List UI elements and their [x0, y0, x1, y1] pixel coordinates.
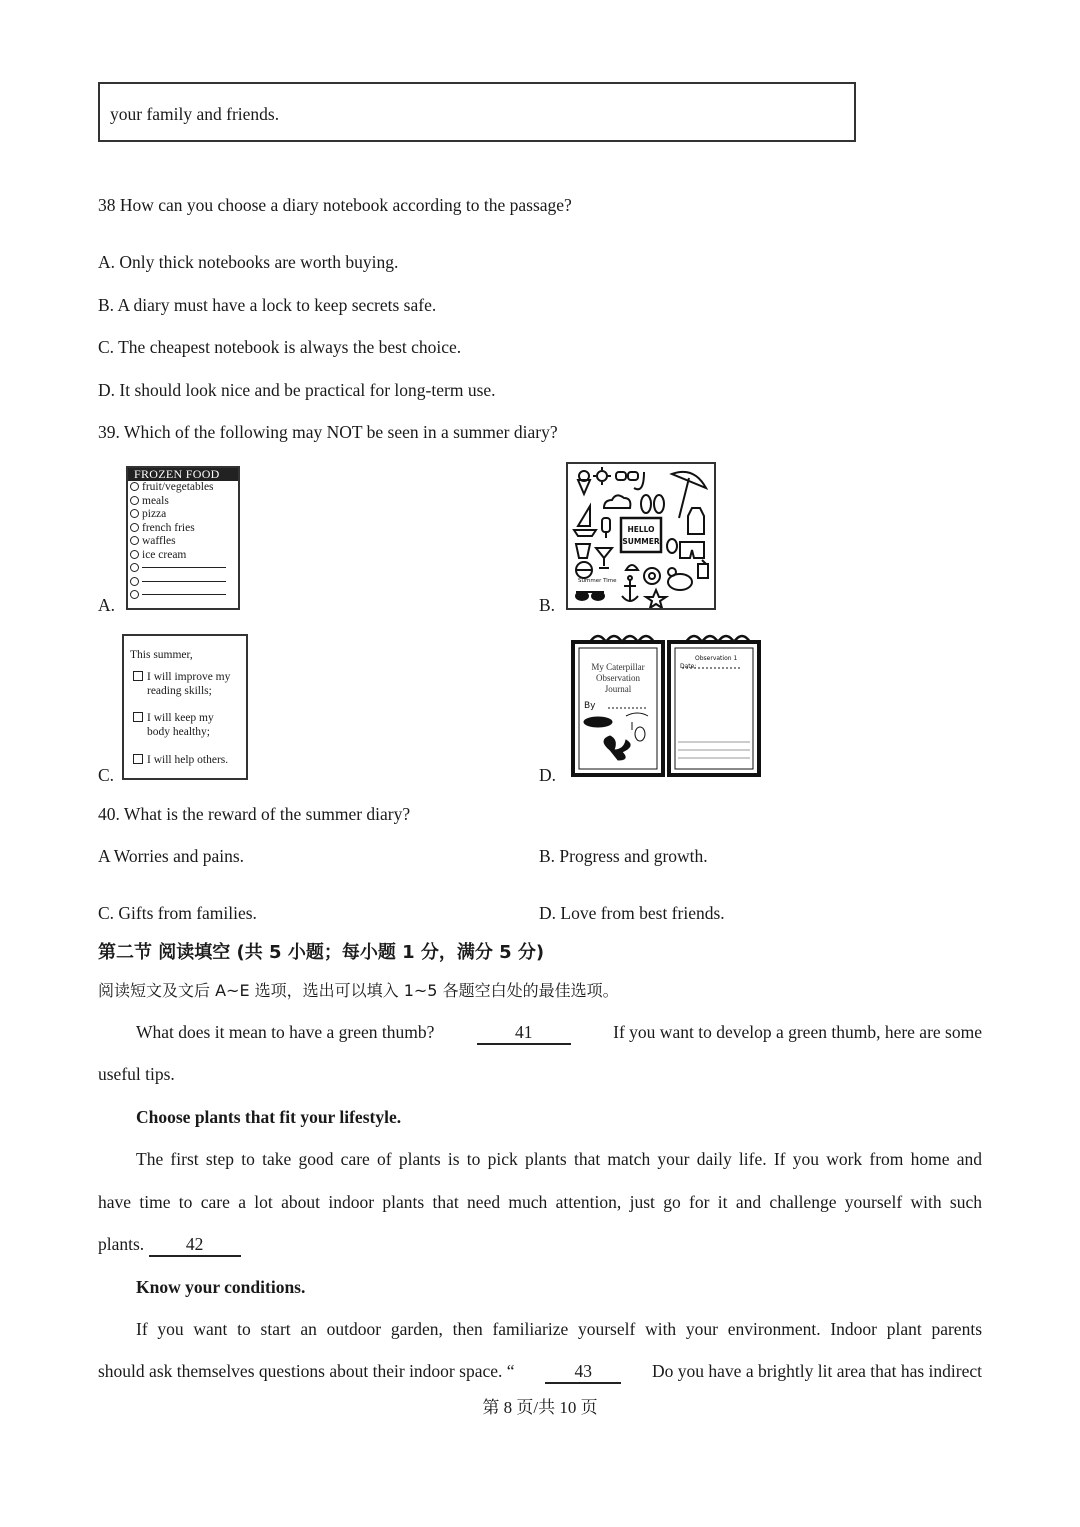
- q39-label-b: B.: [539, 595, 556, 615]
- observation-label: Observation 1: [695, 655, 738, 662]
- passage-text: plants.: [98, 1234, 145, 1254]
- summer-text: SUMMER: [622, 537, 660, 546]
- hello-text: HELLO: [627, 525, 655, 534]
- journal-pages-icon: [570, 632, 762, 778]
- frozen-food-list-image: [126, 466, 240, 610]
- passage-line: [98, 1233, 241, 1257]
- passage-line: [136, 1021, 982, 1045]
- q38-question: 38 How can you choose a diary notebook according to the passage?: [98, 195, 572, 215]
- goal-item: I will help others.: [133, 753, 228, 767]
- list-item: ice cream: [128, 549, 238, 563]
- section-heading: 第二节 阅读填空 (共 5 小题；每小题 1 分，满分 5 分): [98, 942, 545, 963]
- q40-option-a: A Worries and pains.: [98, 846, 245, 866]
- summer-doodles-icon: [568, 464, 714, 608]
- subheading-lifestyle: Choose plants that fit your lifestyle.: [136, 1107, 402, 1127]
- goals-title: This summer,: [130, 649, 193, 661]
- q38-option-d: D. It should look nice and be practical for long-term use.: [98, 380, 496, 400]
- list-item: waffles: [128, 535, 238, 549]
- passage-text: If you want to develop a green thumb, here are some: [613, 1022, 982, 1042]
- list-item: fruit/vegetables: [128, 481, 238, 495]
- caterpillar-journal-image: [570, 632, 762, 778]
- summer-doodles-image: [566, 462, 716, 610]
- list-item: meals: [128, 495, 238, 509]
- q40-option-d: D. Love from best friends.: [539, 903, 725, 923]
- q40-option-b: B. Progress and growth.: [539, 846, 708, 866]
- blank-43: 43: [545, 1360, 621, 1384]
- goal-item: I will keep my body healthy;: [133, 711, 214, 739]
- journal-title-2: Observation: [596, 673, 640, 683]
- empty-list-item: [128, 589, 238, 603]
- empty-list-item: [128, 562, 238, 576]
- page-footer: 第 8 页/共 10 页: [482, 1398, 598, 1417]
- blank-41: 41: [477, 1021, 571, 1045]
- goal-item: I will improve my reading skills;: [133, 670, 230, 698]
- q40-option-c: C. Gifts from families.: [98, 903, 257, 923]
- answer-box: [98, 82, 856, 142]
- passage-text: What does it mean to have a green thumb?: [136, 1022, 435, 1042]
- blank-42: 42: [149, 1233, 241, 1257]
- journal-title-3: Journal: [604, 684, 632, 694]
- passage-text: useful tips.: [98, 1064, 175, 1084]
- passage-text: Do you have a brightly lit area that has indirect: [652, 1361, 982, 1381]
- q39-label-a: A.: [98, 595, 116, 615]
- list-item: french fries: [128, 522, 238, 536]
- q39-label-d: D.: [539, 765, 557, 785]
- list-item: pizza: [128, 508, 238, 522]
- empty-list-item: [128, 576, 238, 590]
- journal-title-1: My Caterpillar: [591, 662, 645, 672]
- passage-text: If you want to start an outdoor garden, then familiarize yourself with your environment. Indoor plant parents: [136, 1319, 982, 1339]
- q38-option-c: C. The cheapest notebook is always the best choice.: [98, 337, 462, 357]
- frozen-food-title: FROZEN FOOD: [128, 468, 238, 481]
- passage-line: [98, 1360, 982, 1384]
- subheading-conditions: Know your conditions.: [136, 1277, 306, 1297]
- section-instruction: 阅读短文及文后 A~E 选项，选出可以填入 1~5 各题空白处的最佳选项。: [98, 981, 619, 1000]
- q38-option-a: A. Only thick notebooks are worth buying.: [98, 252, 399, 272]
- q39-label-c: C.: [98, 765, 115, 785]
- summer-time-caption: Summer Time: [578, 578, 617, 584]
- journal-by: By: [584, 701, 596, 711]
- passage-text: The first step to take good care of plants is to pick plants that match your daily life. If you work from home and: [136, 1149, 982, 1169]
- date-label: Date:: [680, 663, 697, 670]
- q38-option-b: B. A diary must have a lock to keep secrets safe.: [98, 295, 437, 315]
- box-text: your family and friends.: [110, 104, 280, 124]
- passage-text: have time to care a lot about indoor plants that need much attention, just go for it and challenge yourself with such: [98, 1192, 982, 1212]
- q39-question: 39. Which of the following may NOT be seen in a summer diary?: [98, 422, 558, 442]
- passage-text: should ask themselves questions about their indoor space. “: [98, 1361, 515, 1381]
- q40-question: 40. What is the reward of the summer diary?: [98, 804, 411, 824]
- summer-goals-image: [122, 634, 248, 780]
